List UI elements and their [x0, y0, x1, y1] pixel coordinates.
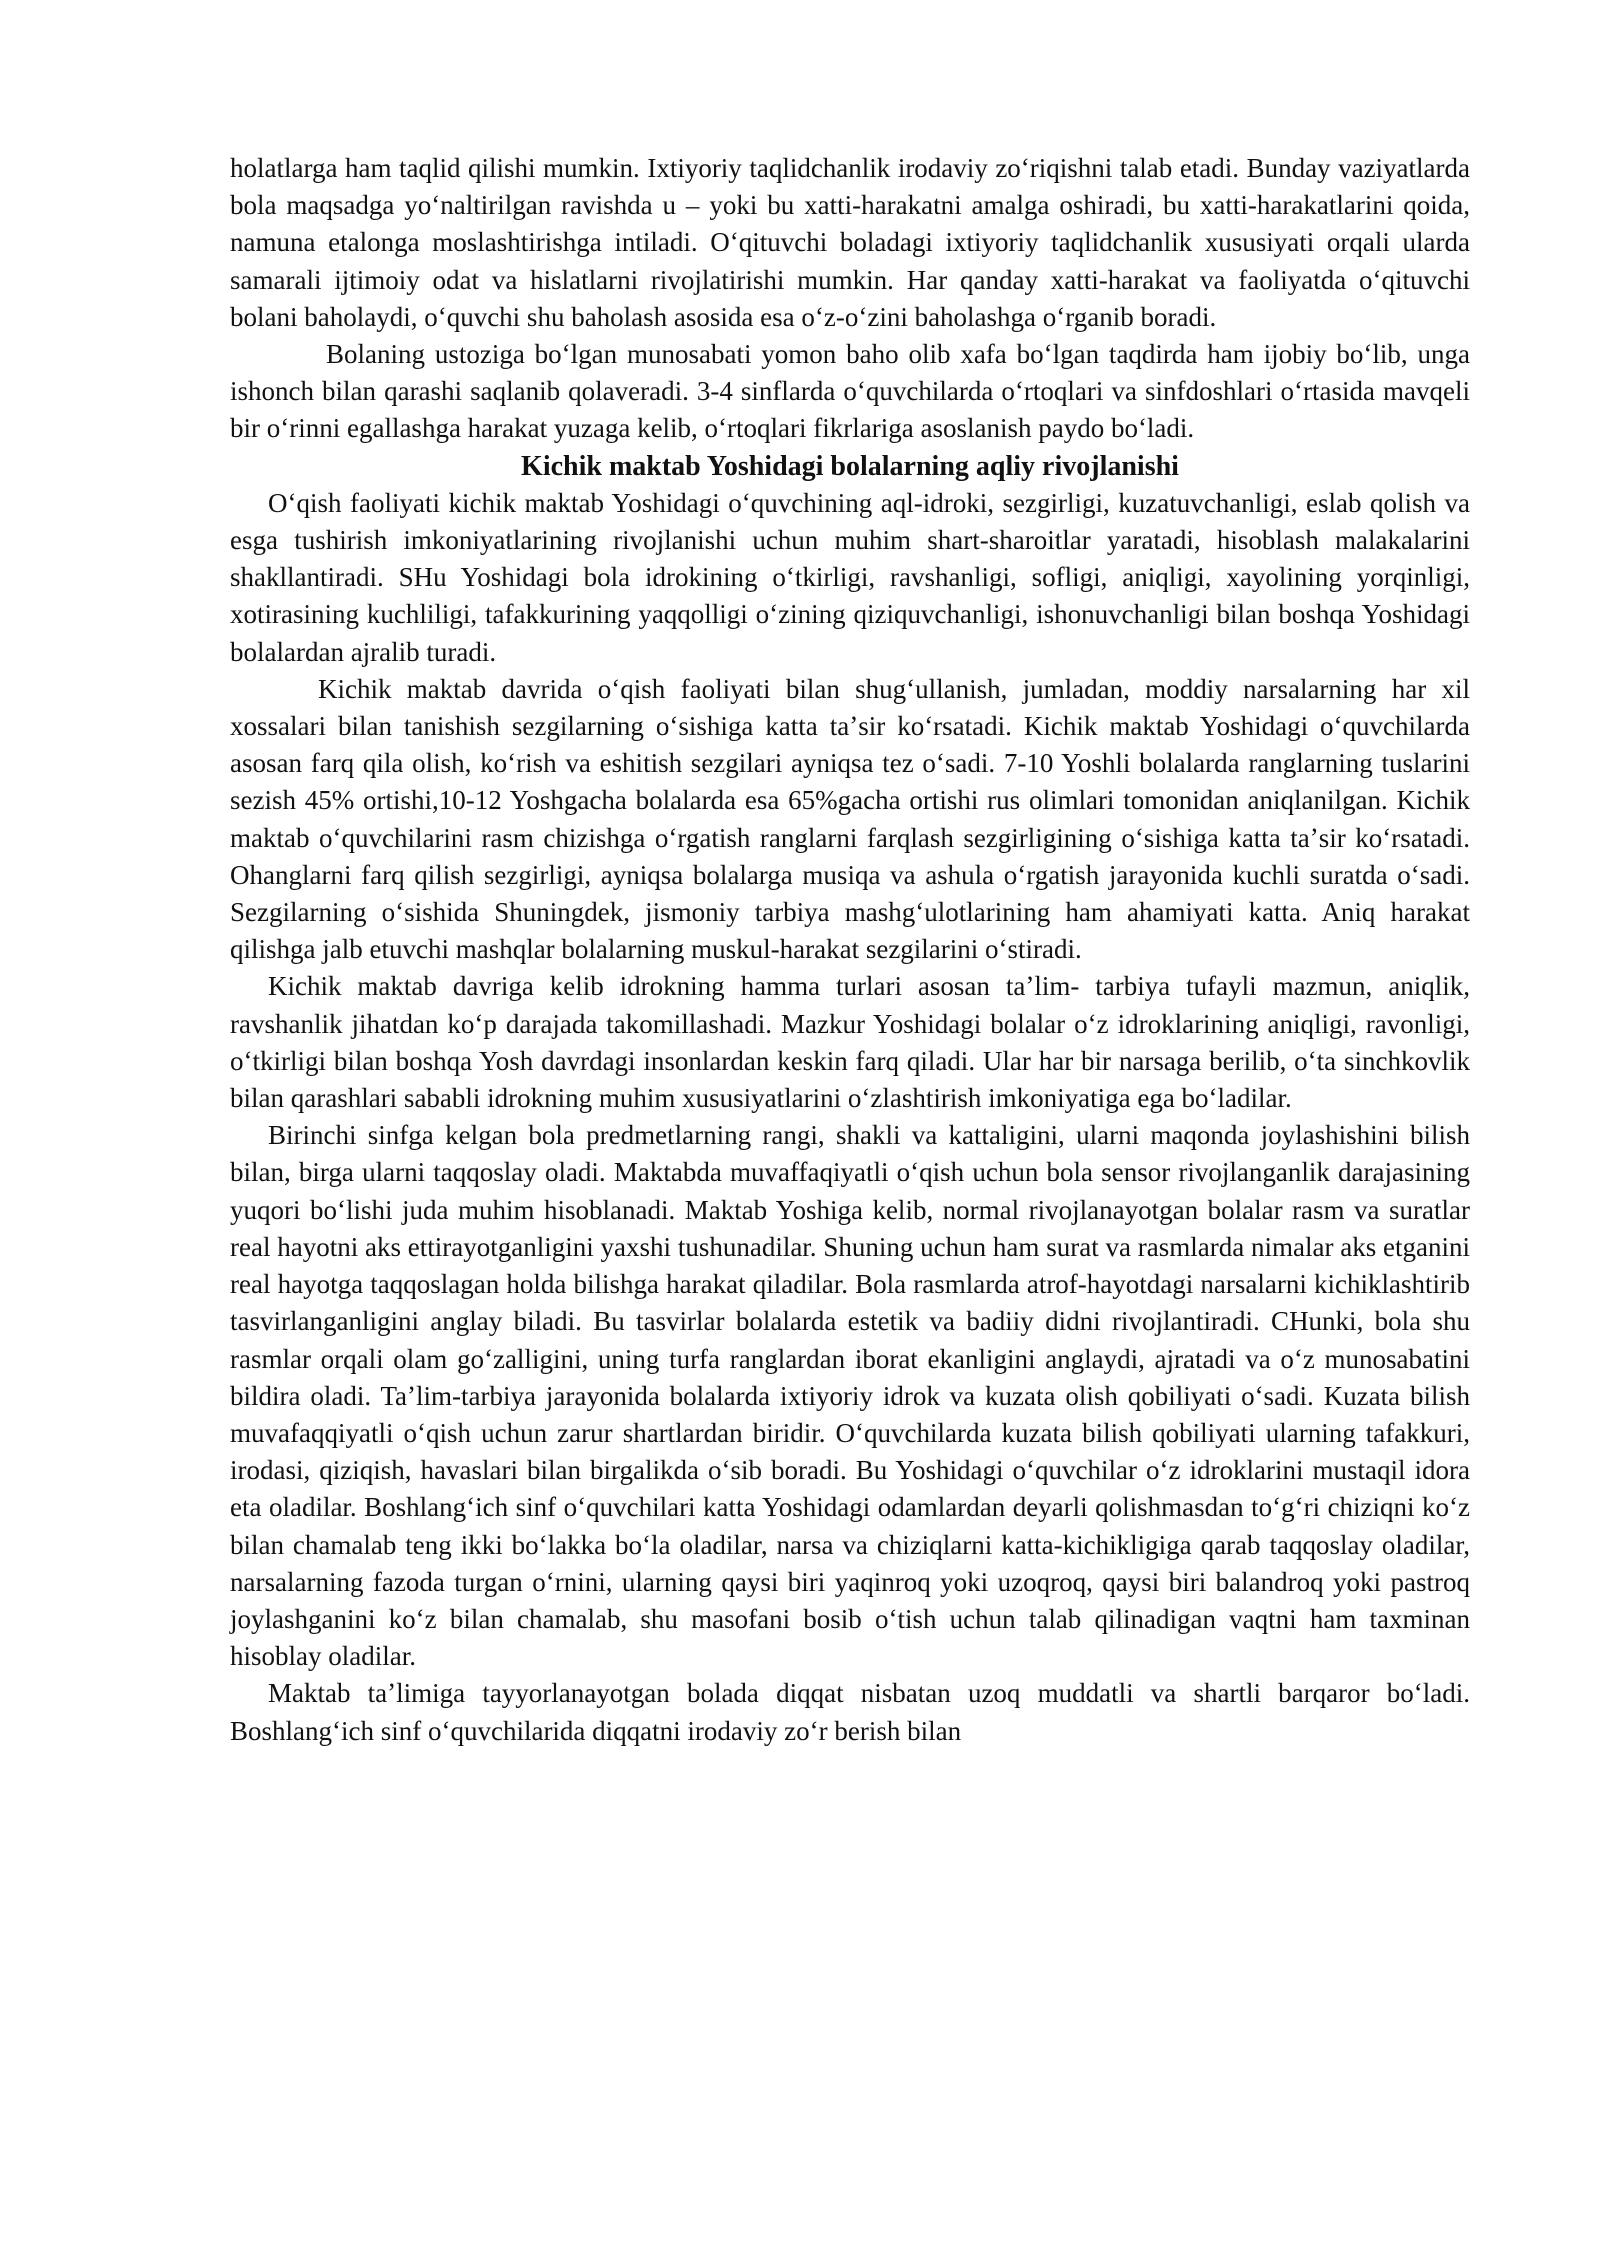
paragraph-teacher-relationship: Bolaning ustoziga boʻlgan munosabati yomon baho olib xafa boʻlgan taqdirda ham ijobiy boʻlib, unga ishonch bilan qarashi saqlanib qolaveradi. 3-4 sinflarda oʻquvchilarda oʻrtoqlari va sinfdoshlari oʻrtasida mavqeli bir oʻrinni egallashga harakat yuzaga kelib, oʻrtoqlari fikrlariga asoslanish paydo boʻladi. — [230, 339, 1470, 444]
paragraph-reading-activity: Oʻqish faoliyati kichik maktab Yoshidagi oʻquvchining aql-idroki, sezgirligi, kuzatuvchanligi, eslab qolish va esga tushirish imkoniyatlarining rivojlanishi uchun muhim shart-sharoitlar yaratadi, hisoblash malakalarini shakllantiradi. SHu Yoshidagi bola idrokining oʻtkirligi, ravshanligi, sofligi, aniqligi, xayolining yorqinligi, xotirasining kuchliligi, tafakkurining yaqqolligi oʻzining qiziquvchanligi, ishonuvchanligi bilan boshqa Yoshidagi bolalardan ajralib turadi. — [230, 487, 1470, 667]
document-page — [230, 150, 1470, 1750]
paragraph-attention: Maktab taʼlimiga tayyorlanayotgan bolada diqqat nisbatan uzoq muddatli va shartli barqaror boʻladi. Boshlangʻich sinf oʻquvchilarida diqqatni irodaviy zoʻr berish bilan — [230, 1678, 1470, 1746]
paragraph-sensations: Kichik maktab davrida oʻqish faoliyati bilan shugʻullanish, jumladan, moddiy narsalarning har xil xossalari bilan tanishish sezgilarning oʻsishiga katta taʼsir koʻrsatadi. Kichik maktab Yoshidagi oʻquvchilarda asosan farq qila olish, koʻrish va eshitish sezgilari ayniqsa tez oʻsadi. 7-10 Yoshli bolalarda ranglarning tuslarini sezish 45% ortishi,10-12 Yoshgacha bolalarda esa 65%gacha ortishi rus olimlari tomonidan aniqlanilgan. Kichik maktab oʻquvchilarini rasm chizishga oʻrgatish ranglarni farqlash sezgirligining oʻsishiga katta taʼsir koʻrsatadi. Ohanglarni farq qilish sezgirligi, ayniqsa bolalarga musiqa va ashula oʻrgatish jarayonida kuchli suratda oʻsadi. Sezgilarning oʻsishida Shuningdek, jismoniy tarbiya mashgʻulotlarining ham ahamiyati katta. Aniq harakat qilishga jalb etuvchi mashqlar bolalarning muskul-harakat sezgilarini oʻstiradi. — [230, 673, 1470, 965]
section-heading: Kichik maktab Yoshidagi bolalarning aqliy rivojlanishi — [521, 450, 1179, 482]
paragraph-imitation: holatlarga ham taqlid qilishi mumkin. Ixtiyoriy taqlidchanlik irodaviy zoʻriqishni talab etadi. Bunday vaziyatlarda bola maqsadga yoʻnaltirilgan ravishda u – yoki bu xatti-harakatni amalga oshiradi, bu xatti-harakatlarini qoida, namuna etalonga moslashtirishga intiladi. Oʻqituvchi boladagi ixtiyoriy taqlidchanlik xususiyati orqali ularda samarali ijtimoiy odat va hislatlarni rivojlatirishi mumkin. Har qanday xatti-harakat va faoliyatda oʻqituvchi bolani baholaydi, oʻquvchi shu baholash asosida esa oʻz-oʻzini baholashga oʻrganib boradi. — [230, 153, 1470, 332]
paragraph-first-grade: Birinchi sinfga kelgan bola predmetlarning rangi, shakli va kattaligini, ularni maqonda joylashishini bilish bilan, birga ularni taqqoslay oladi. Maktabda muvaffaqiyatli oʻqish uchun bola sensor rivojlanganlik darajasining yuqori boʻlishi juda muhim hisoblanadi. Maktab Yoshiga kelib, normal rivojlanayotgan bolalar rasm va suratlar real hayotni aks ettirayotganligini yaxshi tushunadilar. Shuning uchun ham surat va rasmlarda nimalar aks etganini real hayotga taqqoslagan holda bilishga harakat qiladilar. Bola rasmlarda atrof-hayotdagi narsalarni kichiklashtirib tasvirlanganligini anglay biladi. Bu tasvirlar bolalarda estetik va badiiy didni rivojlantiradi. CHunki, bola shu rasmlar orqali olam goʻzalligini, uning turfa ranglardan iborat ekanligini anglaydi, ajratadi va oʻz munosabatini bildira oladi. Taʼlim-tarbiya jarayonida bolalarda ixtiyoriy idrok va kuzata olish qobiliyati oʻsadi. Kuzata bilish muvafaqqiyatli oʻqish uchun zarur shartlardan biridir. Oʻquvchilarda kuzata bilish qobiliyati ularning tafakkuri, irodasi, qiziqish, havaslari bilan birgalikda oʻsib boradi. Bu Yoshidagi oʻquvchilar oʻz idroklarini mustaqil idora eta oladilar. Boshlangʻich sinf oʻquvchilari katta Yoshidagi odamlardan deyarli qolishmasdan toʻgʻri chiziqni koʻz bilan chamalab teng ikki boʻlakka boʻla oladilar, narsa va chiziqlarni katta-kichikligiga qarab taqqoslay oladilar, narsalarning fazoda turgan oʻrnini, ularning qaysi biri yaqinroq yoki uzoqroq, qaysi biri balandroq yoki pastroq joylashganini koʻz bilan chamalab, shu masofani bosib oʻtish uchun talab qilinadigan vaqtni ham taxminan hisoblay oladilar. — [230, 1120, 1470, 1672]
paragraph-perception: Kichik maktab davriga kelib idrokning hamma turlari asosan taʼlim- tarbiya tufayli mazmun, aniqlik, ravshanlik jihatdan koʻp darajada takomillashadi. Mazkur Yoshidagi bolalar oʻz idroklarining aniqligi, ravonligi, oʻtkirligi bilan boshqa Yosh davrdagi insonlardan keskin farq qiladi. Ular har bir narsaga berilib, oʻta sinchkovlik bilan qarashlari sababli idrokning muhim xususiyatlarini oʻzlashtirish imkoniyatiga ega boʻladilar. — [230, 971, 1470, 1114]
